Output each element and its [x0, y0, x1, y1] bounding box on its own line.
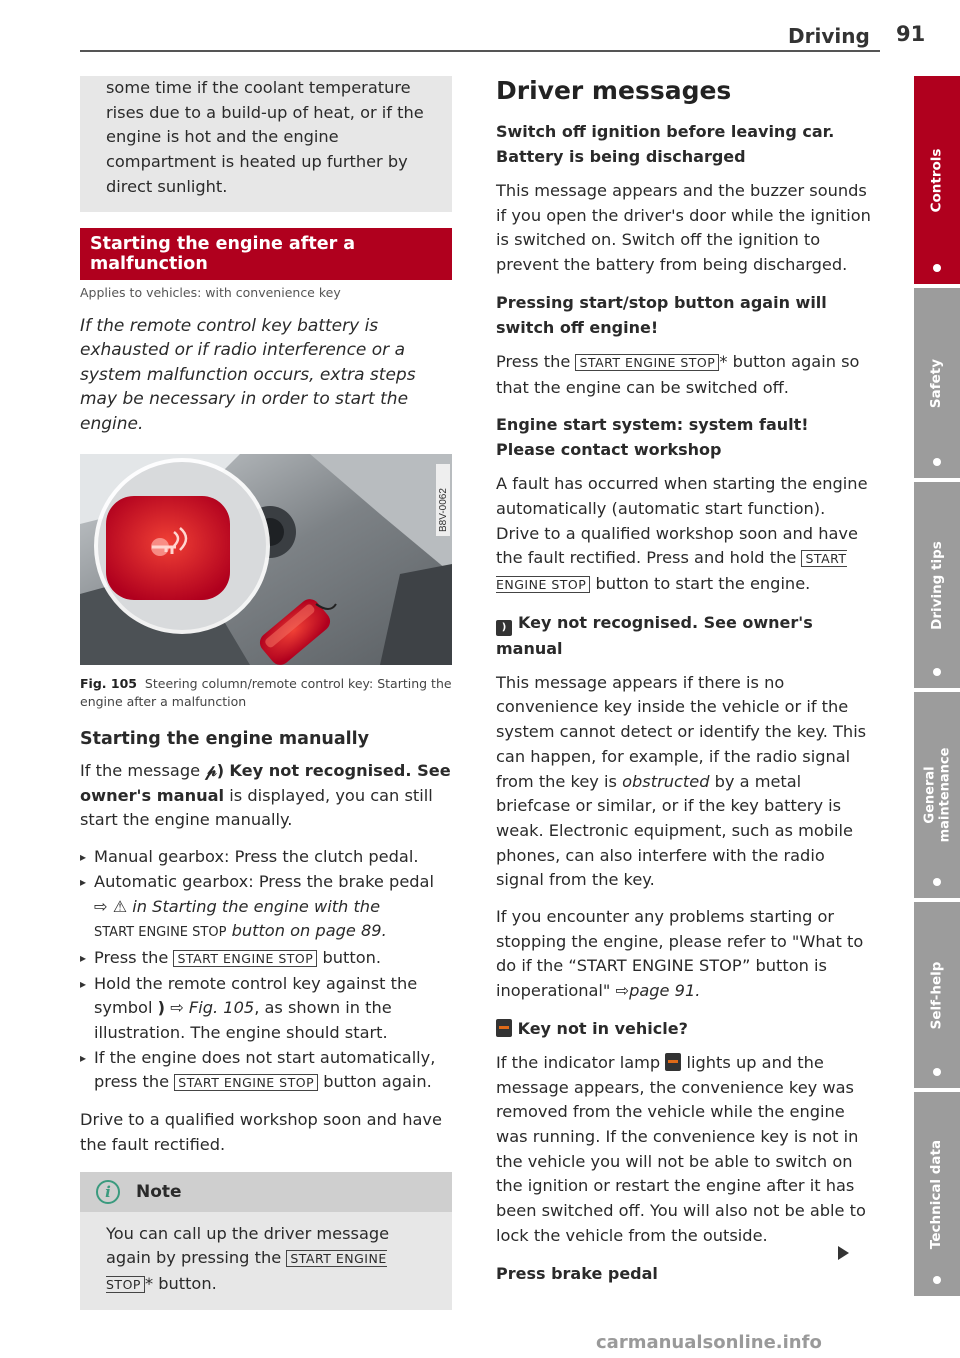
message-heading-text: Key not in vehicle?	[517, 1018, 688, 1038]
message-text: by a metal briefcase or similar, or if the key battery is weak. Electronic equipment, such as mobile phones, can also interfere with the radio signal from the key.	[496, 771, 854, 890]
message-heading: Press brake pedal	[496, 1263, 658, 1283]
start-engine-stop-key: START ENGINE STOP	[575, 354, 719, 371]
page-reference-link[interactable]: ⇨page 91.	[615, 981, 701, 1001]
list-item: ▸ Manual gearbox: Press the clutch pedal.	[80, 845, 452, 870]
note-text-part: You can call up the driver message again by pressing the	[106, 1223, 390, 1268]
note-text-part: button.	[158, 1273, 217, 1293]
figure-code: B8V-0062	[438, 488, 449, 533]
info-icon: i	[96, 1180, 120, 1204]
steering-column-illustration	[80, 454, 452, 665]
note-title: Note	[136, 1181, 182, 1202]
dot-icon	[933, 458, 941, 466]
cross-reference-key: START ENGINE STOP	[94, 925, 227, 941]
section-title-bar: Starting the engine after a malfunction	[80, 228, 452, 280]
key-signal-icon: )	[157, 998, 166, 1018]
applies-to-note: Applies to vehicles: with convenience key	[80, 284, 341, 300]
tab-driving-tips[interactable]	[914, 482, 960, 688]
message-description	[496, 905, 872, 1004]
tab-label: Safety	[928, 358, 945, 408]
start-engine-stop-key: START ENGINE STOP	[106, 1251, 387, 1292]
key-lamp-icon	[496, 1019, 512, 1037]
message-heading: Pressing start/stop button again will switch off engine!	[496, 292, 827, 337]
figure-105	[80, 454, 452, 665]
dot-icon	[933, 1068, 941, 1076]
note-body	[80, 1212, 452, 1310]
list-item-text: Hold the remote control key against the symbol	[94, 973, 418, 1018]
figure-caption-text: Steering column/remote control key: Starting the engine after a malfunction	[80, 676, 452, 710]
list-item-text: Automatic gearbox: Press the brake pedal	[94, 871, 434, 891]
tab-controls[interactable]	[914, 76, 960, 284]
message-description: This message appears and the buzzer sounds if you open the driver's door while the ignition is switched on. Switch off the ignition to prevent the battery from being discharged.	[496, 181, 871, 275]
message-heading	[496, 610, 872, 661]
left-column	[80, 76, 452, 1310]
workshop-paragraph: Drive to a qualified workshop soon and have the fault rectified.	[80, 1110, 442, 1154]
para-text: is displayed, you can still start the engine manually.	[80, 785, 433, 830]
message-heading	[496, 1016, 872, 1041]
watermark-text: carmanualsonline.info	[596, 1332, 822, 1353]
tab-label: Driving tips	[928, 540, 945, 630]
list-item	[80, 870, 452, 946]
message-text: If you encounter any problems starting or stopping the engine, please refer to "What to do if the “START ENGINE STOP” button is inoperational"	[496, 907, 864, 1001]
running-header-title: Driving	[788, 24, 870, 48]
key-signal-icon: 𝓅)	[205, 761, 225, 781]
note-text: You can call up the driver message again by pressing the START ENGINE STOP * button.	[106, 1223, 390, 1293]
start-engine-stop-key: START ENGINE STOP	[173, 950, 317, 967]
message-description: Press the START ENGINE STOP * button again so that the engine can be switched off.	[496, 351, 860, 397]
dot-icon	[933, 1276, 941, 1284]
continued-text-box	[80, 76, 452, 212]
message-text: This message appears if there is no convenience key inside the vehicle or if the system cannot detect or identify the key. This can happen, for example, if the radio signal from the key is	[496, 672, 867, 791]
manual-start-paragraph	[80, 759, 452, 833]
continued-paragraph: some time if the coolant temperature rises due to a build-up of heat, or if the engine is hot and the engine compartment is heated up further by direct sunlight.	[106, 78, 424, 196]
active-dot-icon	[933, 264, 941, 272]
message-description	[496, 671, 872, 893]
message-heading: Switch off ignition before leaving car. Battery is being discharged	[496, 122, 835, 166]
list-item-text: button.	[322, 947, 382, 967]
tab-self-help[interactable]	[914, 902, 960, 1088]
dot-icon	[933, 878, 941, 886]
message-text: lights up and the message appears, the convenience key was removed from the vehicle while the engine was running. If the convenience key is not in the vehicle you will not be able to switch on the ignition or restart the engine after it has been switched off. You will also not be able to lock the vehicle from the outside.	[496, 1052, 866, 1245]
right-column	[496, 76, 872, 1296]
header-rule	[80, 50, 880, 52]
warning-icon: ⚠	[112, 896, 128, 916]
para-text: If the message	[80, 761, 201, 781]
tab-safety[interactable]	[914, 288, 960, 478]
message-name: Key not recognised. See owner's manual	[80, 761, 451, 805]
message-text: A fault has occurred when starting the engine automatically (automatic start function). Drive to a qualified workshop soon and have the fault rectified. Press and hold the	[496, 474, 868, 568]
list-item-text: , as shown in the illustration. The engine should start.	[94, 998, 392, 1043]
page-reference-text: page 91.	[629, 981, 701, 1001]
dot-icon	[933, 668, 941, 676]
figure-reference-text: Fig. 105	[188, 998, 255, 1018]
list-item	[80, 972, 452, 1046]
tab-technical-data[interactable]	[914, 1092, 960, 1296]
section-heading-driver-messages: Driver messages	[496, 76, 732, 105]
continue-arrow-icon	[838, 1246, 849, 1260]
figure-label: Fig. 105	[80, 676, 137, 692]
message-description	[496, 1051, 872, 1249]
page-number: 91	[896, 22, 926, 46]
note-box	[80, 1172, 452, 1310]
tab-label: General maintenance	[922, 747, 953, 843]
list-item	[80, 946, 452, 972]
message-text: button to start the engine.	[595, 574, 811, 594]
message-text: If the indicator lamp	[496, 1052, 661, 1072]
list-item-text: If the engine does not start automatically, press the	[94, 1047, 436, 1092]
start-engine-stop-key: START ENGINE STOP	[174, 1074, 318, 1091]
manual-start-steps	[80, 845, 452, 1096]
tab-label: Controls	[928, 148, 945, 212]
cross-reference-text: in Starting the engine with the	[132, 896, 381, 916]
start-engine-stop-key: START ENGINE STOP	[496, 551, 847, 593]
message-emphasis: obstructed	[622, 771, 710, 791]
tab-label: Technical data	[928, 1139, 945, 1249]
tab-label: Self-help	[928, 961, 945, 1029]
tab-general-maintenance[interactable]	[914, 692, 960, 898]
message-heading: Engine start system: system fault! Please contact workshop	[496, 415, 809, 460]
message-text: button again so that the engine can be switched off.	[496, 351, 860, 397]
message-text: Press the	[496, 351, 571, 371]
key-lamp-icon	[665, 1053, 681, 1071]
cross-reference-page: button on page 89.	[231, 921, 387, 941]
list-item	[80, 1046, 452, 1096]
list-item-text: button again.	[323, 1072, 432, 1092]
note-header	[80, 1172, 452, 1212]
key-signal-icon: )	[496, 620, 512, 636]
intro-paragraph: If the remote control key battery is exhausted or if radio interference or a system malfunction occurs, extra steps may be necessary in order to start the engine.	[80, 315, 416, 434]
figure-reference-link[interactable]: ⇨ Fig. 105	[170, 998, 255, 1018]
cross-reference-link[interactable]: ⇨ ⚠ in Starting the engine with the START ENGINE STOP button on page 89.	[94, 896, 387, 941]
subheading-manual-start: Starting the engine manually	[80, 729, 370, 750]
message-heading-text: Key not recognised. See owner's manual	[496, 612, 813, 658]
list-item-text: Press the	[94, 947, 169, 967]
message-description	[496, 472, 872, 598]
figure-caption	[80, 675, 452, 711]
